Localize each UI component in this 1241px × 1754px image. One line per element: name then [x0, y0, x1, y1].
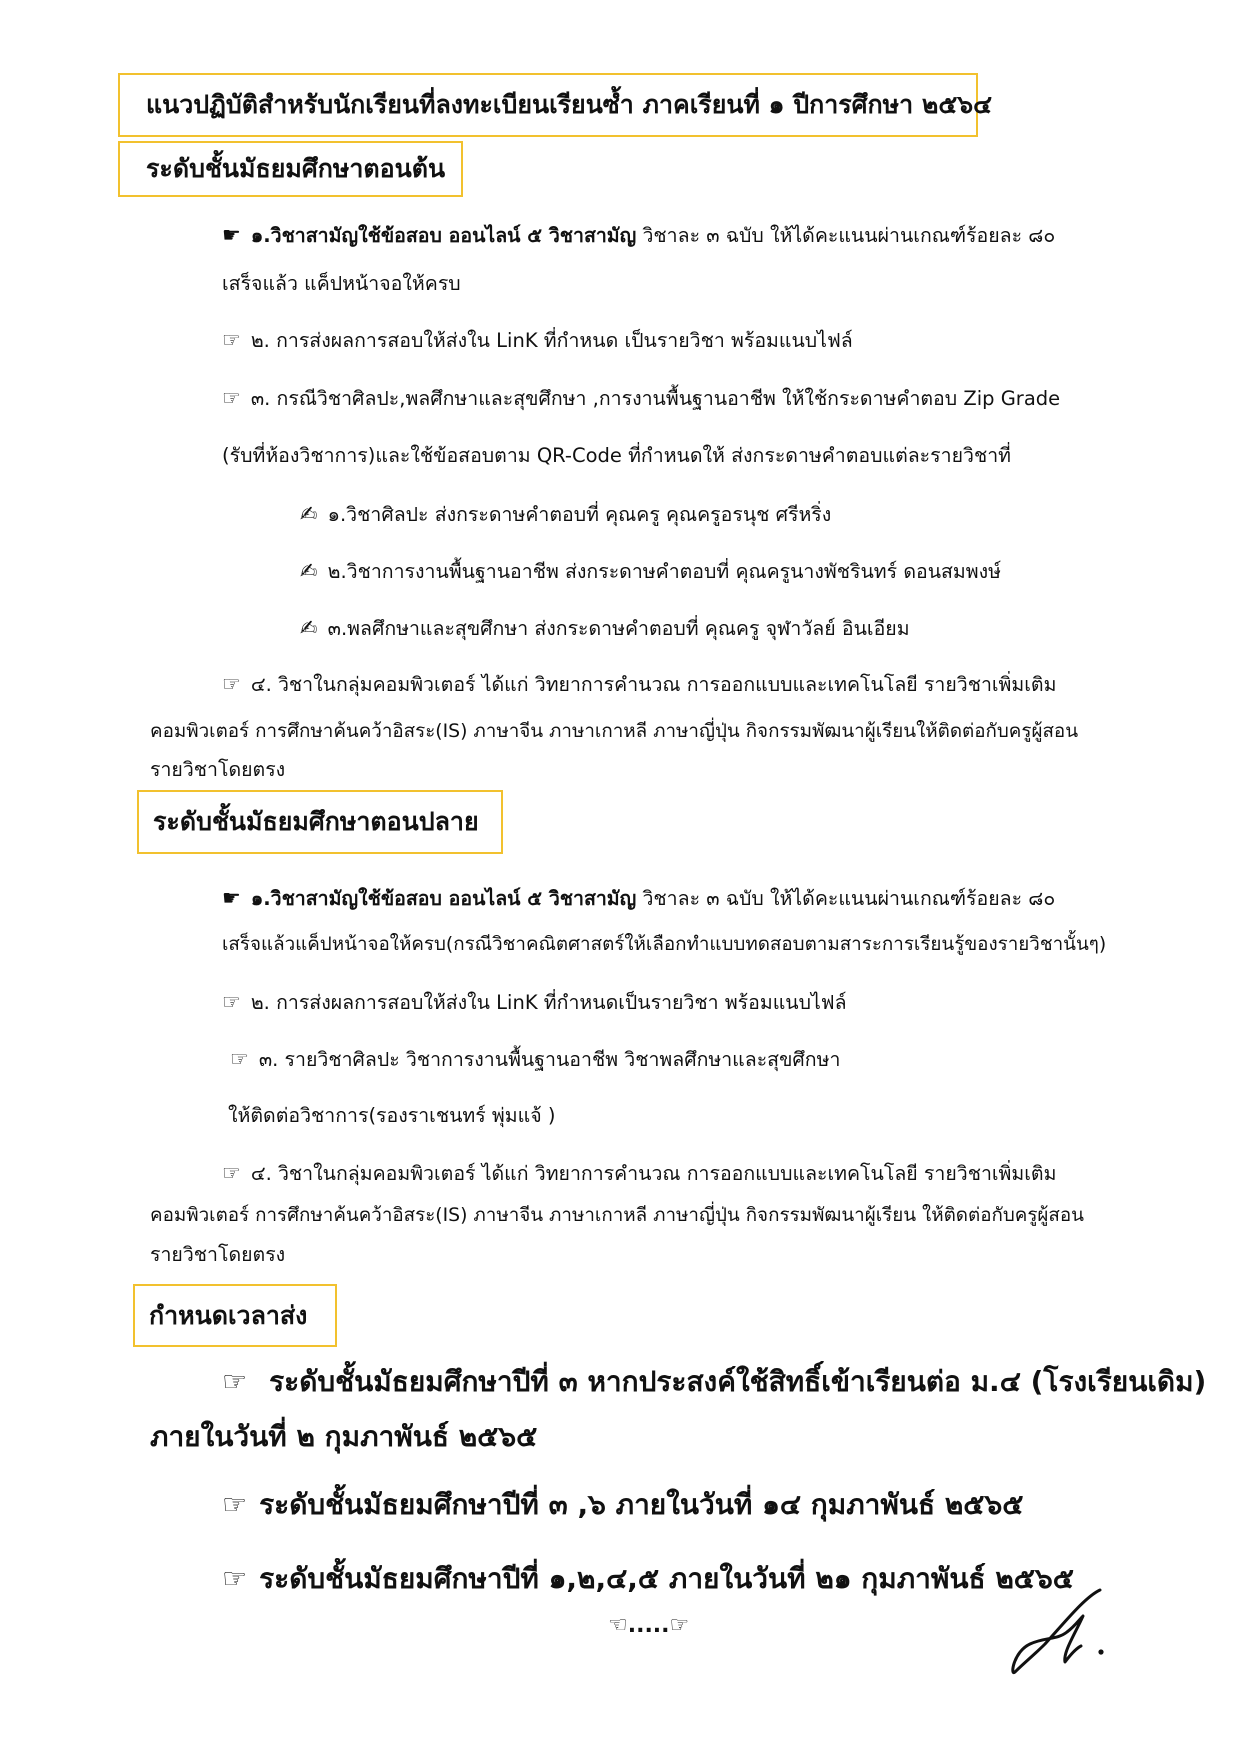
item-text: ๓. รายวิชาศิลปะ วิชาการงานพื้นฐานอาชีพ วิชาพลศึกษาและสุขศึกษา: [258, 1048, 841, 1071]
item-text: ระดับชั้นมัธยมศึกษาปีที่ ๓ หากประสงค์ใช้สิทธิ์เข้าเรียนต่อ ม.๔ (โรงเรียนเดิม): [269, 1365, 1207, 1398]
junior-sub-3: [300, 615, 910, 642]
pointing-hand-icon: ☞: [222, 672, 241, 696]
junior-item-1-line2: เสร็จแล้ว แค็ปหน้าจอให้ครบ: [222, 272, 461, 295]
heading-text: กำหนดเวลาส่ง: [149, 1300, 308, 1330]
section-heading-deadline: [133, 1284, 337, 1347]
junior-item-4-line3: รายวิชาโดยตรง: [150, 758, 286, 781]
item-text: ๒.วิชาการงานพื้นฐานอาชีพ ส่งกระดาษคำตอบที่ คุณครูนางพัชรินทร์ ดอนสมพงษ์: [327, 560, 1002, 583]
signature-image: [1005, 1582, 1115, 1682]
pointing-hand-icon: ☞: [230, 1047, 249, 1071]
junior-item-3-line2: (รับที่ห้องวิชาการ)และใช้ข้อสอบตาม QR-Code ที่กำหนดให้ ส่งกระดาษคำตอบแต่ละรายวิชาที่: [222, 444, 1011, 467]
item-text: ๒. การส่งผลการสอบให้ส่งใน LinK ที่กำหนด เป็นรายวิชา พร้อมแนบไฟล์: [250, 329, 853, 352]
deadline-item-3: [222, 1561, 1074, 1597]
pointing-hand-icon: ☞: [222, 1365, 248, 1398]
heading-text: ระดับชั้นมัธยมศึกษาตอนต้น: [146, 154, 446, 183]
junior-item-4: [222, 671, 1056, 698]
senior-item-1: [222, 885, 1055, 912]
item-text: ๑.วิชาศิลปะ ส่งกระดาษคำตอบที่ คุณครู คุณครูอรนุช ศรีหริ่ง: [327, 503, 832, 526]
senior-item-3: [230, 1046, 840, 1073]
pointing-hand-icon: ☞: [222, 990, 241, 1014]
junior-item-1: [222, 222, 1055, 249]
deadline-item-2: [222, 1487, 1023, 1523]
section-heading-senior: [137, 790, 503, 854]
writing-hand-icon: ✍: [300, 559, 318, 583]
writing-hand-icon: ✍: [300, 502, 318, 526]
pointing-hand-icon: ☞: [222, 386, 241, 410]
senior-item-3-line2: ให้ติดต่อวิชาการ(รองราเชนทร์ พุ่มแจ้ ): [228, 1104, 556, 1127]
item-text: ๓.พลศึกษาและสุขศึกษา ส่งกระดาษคำตอบที่ คุณครู จุฬาวัลย์ อินเอียม: [327, 617, 910, 640]
item-bold-text: ๑.วิชาสามัญใช้ข้อสอบ ออนไลน์ ๕ วิชาสามัญ: [250, 224, 637, 247]
senior-item-1-line2: เสร็จแล้วแค็ปหน้าจอให้ครบ(กรณีวิชาคณิตศาสตร์ให้เลือกทำแบบทดสอบตามสาระการเรียนรู้ของรายวิชานั้นๆ): [222, 934, 1107, 955]
item-text: วิชาละ ๓ ฉบับ ให้ได้คะแนนผ่านเกณฑ์ร้อยละ ๘๐: [636, 224, 1056, 247]
senior-item-4-line2: คอมพิวเตอร์ การศึกษาค้นคว้าอิสระ(IS) ภาษาจีน ภาษาเกาหลี ภาษาญี่ปุ่น กิจกรรมพัฒนาผู้เรียน ให้ติดต่อกับครูผู้สอน: [150, 1205, 1085, 1226]
item-bold-text: ๑.วิชาสามัญใช้ข้อสอบ ออนไลน์ ๕ วิชาสามัญ: [250, 887, 637, 910]
deadline-item-1: [222, 1364, 1206, 1400]
item-text: ๔. วิชาในกลุ่มคอมพิวเตอร์ ได้แก่ วิทยาการคำนวณ การออกแบบและเทคโนโลยี รายวิชาเพิ่มเติม: [250, 1162, 1057, 1185]
senior-item-4: [222, 1160, 1056, 1187]
deadline-item-1-line2: ภายในวันที่ ๒ กุมภาพันธ์ ๒๕๖๕: [150, 1420, 538, 1453]
writing-hand-icon: ✍: [300, 616, 318, 640]
end-mark: ☜.....☞: [608, 1613, 690, 1638]
pointing-hand-icon: ☛: [222, 886, 241, 910]
pointing-hand-icon: ☞: [222, 1161, 241, 1185]
document-title: [118, 73, 993, 137]
junior-item-4-line2: คอมพิวเตอร์ การศึกษาค้นคว้าอิสระ(IS) ภาษาจีน ภาษาเกาหลี ภาษาญี่ปุ่น กิจกรรมพัฒนาผู้เรียนให้ติดต่อกับครูผู้สอน: [150, 721, 1079, 742]
pointing-hand-icon: ☞: [222, 1562, 248, 1595]
junior-item-2: [222, 327, 853, 354]
senior-item-4-line3: รายวิชาโดยตรง: [150, 1243, 286, 1266]
senior-item-2: [222, 989, 847, 1016]
junior-item-3: [222, 385, 1060, 412]
item-text: ๓. กรณีวิชาศิลปะ,พลศึกษาและสุขศึกษา ,การงานพื้นฐานอาชีพ ให้ใช้กระดาษคำตอบ Zip Grade: [250, 387, 1061, 410]
item-text: ๔. วิชาในกลุ่มคอมพิวเตอร์ ได้แก่ วิทยาการคำนวณ การออกแบบและเทคโนโลยี รายวิชาเพิ่มเติม: [250, 673, 1057, 696]
junior-sub-2: [300, 558, 1001, 585]
title-text: แนวปฏิบัติสำหรับนักเรียนที่ลงทะเบียนเรียนซ้ำ ภาคเรียนที่ ๑ ปีการศึกษา ๒๕๖๔: [146, 90, 993, 119]
item-text: ระดับชั้นมัธยมศึกษาปีที่ ๓ ,๖ ภายในวันที่ ๑๔ กุมภาพันธ์ ๒๕๖๕: [259, 1488, 1024, 1521]
heading-text: ระดับชั้นมัธยมศึกษาตอนปลาย: [153, 807, 479, 836]
item-text: ระดับชั้นมัธยมศึกษาปีที่ ๑,๒,๔,๕ ภายในวันที่ ๒๑ กุมภาพันธ์ ๒๕๖๕: [259, 1562, 1074, 1595]
pointing-hand-icon: ☞: [222, 328, 241, 352]
item-text: วิชาละ ๓ ฉบับ ให้ได้คะแนนผ่านเกณฑ์ร้อยละ ๘๐: [636, 887, 1056, 910]
item-text: ๒. การส่งผลการสอบให้ส่งใน LinK ที่กำหนดเป็นรายวิชา พร้อมแนบไฟล์: [250, 991, 847, 1014]
section-heading-junior: [118, 141, 463, 197]
pointing-hand-icon: ☛: [222, 223, 241, 247]
junior-sub-1: [300, 501, 831, 528]
pointing-hand-icon: ☞: [222, 1488, 248, 1521]
